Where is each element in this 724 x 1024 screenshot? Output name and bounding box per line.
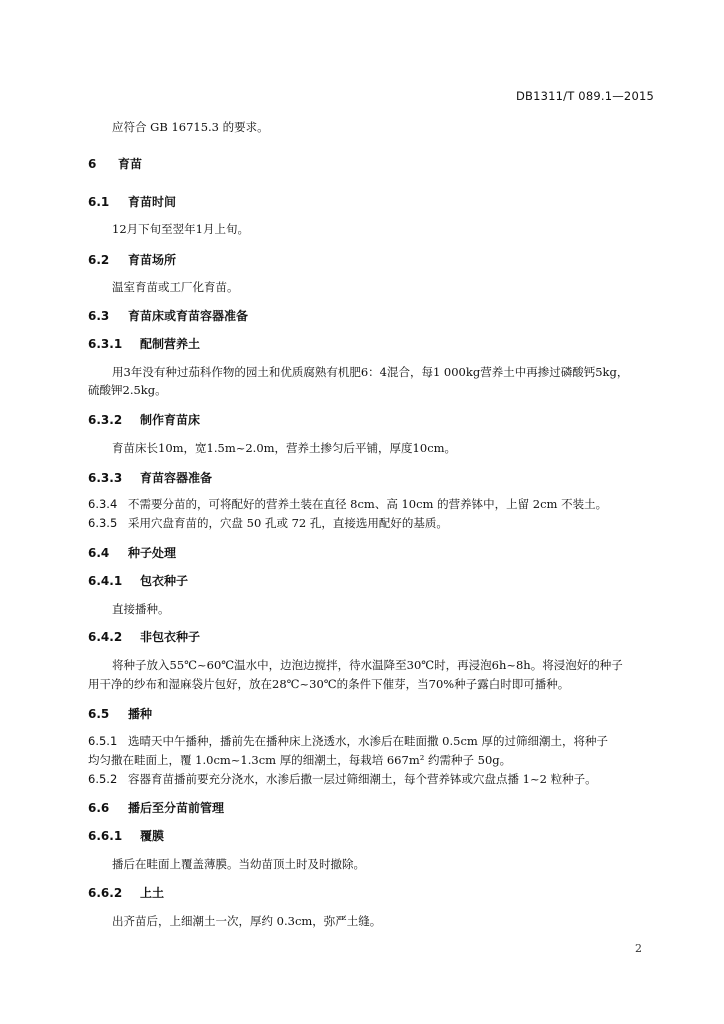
- clause-number: 6.1: [88, 195, 110, 209]
- heading-text: 育苗时间: [128, 195, 177, 209]
- section-heading: [88, 253, 176, 267]
- clause-text: 将种子放入55℃~60℃温水中，边泡边搅拌，待水温降至30℃时，再浸泡6h~8h。将浸泡好的种子: [112, 658, 623, 672]
- heading-text: 育苗床或育苗容器准备: [128, 309, 249, 323]
- section-heading: [88, 546, 176, 560]
- section-heading: [88, 801, 224, 815]
- section-heading: [88, 886, 164, 900]
- heading-text: 播种: [128, 707, 153, 721]
- section-heading: [88, 574, 188, 588]
- clause-number: 6.3.4: [88, 497, 118, 511]
- body-text-line: [112, 602, 170, 616]
- heading-text: 播后至分苗前管理: [128, 801, 225, 815]
- clause-number: 6.3.1: [88, 337, 123, 351]
- clause-number: 6.6.1: [88, 829, 123, 843]
- clause-number: 6.5: [88, 707, 110, 721]
- heading-text: 育苗场所: [128, 253, 177, 267]
- heading-text: 包衣种子: [140, 574, 189, 588]
- section-heading: [88, 630, 200, 644]
- clause-number: 6.4.2: [88, 630, 123, 644]
- clause-text: 育苗床长10m，宽1.5m~2.0m，营养土掺匀后平铺，厚度10cm。: [112, 441, 457, 455]
- body-text-line: [112, 222, 249, 236]
- clause-text: 选晴天中午播种，播前先在播种床上浇透水，水渗后在畦面撒 0.5cm 厚的过筛细潮土，将种子: [128, 734, 608, 748]
- clause-number: 6.4: [88, 546, 110, 560]
- section-heading: [88, 157, 142, 171]
- body-text-line: [112, 441, 456, 455]
- clause-number: 6.3: [88, 309, 110, 323]
- clause-number: 6: [88, 157, 97, 171]
- clause-text: 播后在畦面上覆盖薄膜。当幼苗顶土时及时撤除。: [112, 857, 365, 871]
- section-heading: [88, 413, 200, 427]
- clause-number: 6.5.1: [88, 734, 118, 748]
- heading-text: 配制营养土: [140, 337, 201, 351]
- body-text-line: [88, 677, 569, 691]
- numbered-clause: [88, 772, 597, 786]
- clause-text: 直接播种。: [112, 602, 170, 616]
- section-heading: [88, 707, 152, 721]
- clause-text: 采用穴盘育苗的，穴盘 50 孔或 72 孔，直接选用配好的基质。: [128, 516, 448, 530]
- section-heading: [88, 309, 248, 323]
- body-text-line: [112, 658, 623, 672]
- heading-text: 覆膜: [140, 829, 165, 843]
- clause-text: 用干净的纱布和湿麻袋片包好，放在28℃~30℃的条件下催芽，当70%种子露白时即可播种。: [88, 677, 570, 691]
- clause-text: 硫酸钾2.5kg。: [88, 383, 167, 397]
- body-text-line: [112, 120, 269, 134]
- clause-text: 温室育苗或工厂化育苗。: [112, 280, 239, 294]
- body-text-line: [88, 753, 511, 767]
- heading-text: 上土: [140, 886, 165, 900]
- clause-text: 用3年没有种过茄科作物的园土和优质腐熟有机肥6：4混合，每1 000kg营养土中再掺过磷酸钙5kg，: [112, 365, 629, 379]
- clause-number: 6.4.1: [88, 574, 123, 588]
- body-text-line: [88, 383, 167, 397]
- clause-number: 6.3.5: [88, 516, 118, 530]
- clause-text: 出齐苗后，上细潮土一次，厚约 0.3cm，弥严土缝。: [112, 914, 382, 928]
- heading-text: 育苗: [118, 157, 143, 171]
- section-heading: [88, 471, 212, 485]
- clause-text: 容器育苗播前要充分浇水，水渗后撒一层过筛细潮土，每个营养钵或穴盘点播 1~2 粒种子。: [128, 772, 597, 786]
- page-number: 2: [635, 942, 642, 955]
- clause-text: 应符合 GB 16715.3 的要求。: [112, 120, 269, 134]
- clause-number: 6.3.2: [88, 413, 123, 427]
- heading-text: 非包衣种子: [140, 630, 201, 644]
- body-text-line: [112, 280, 239, 294]
- clause-text: 12月下旬至翌年1月上旬。: [112, 222, 249, 236]
- heading-text: 种子处理: [128, 546, 177, 560]
- clause-number: 6.5.2: [88, 772, 118, 786]
- numbered-clause: [88, 734, 608, 748]
- body-text-line: [112, 365, 628, 379]
- document-code: DB1311/T 089.1—2015: [515, 89, 654, 103]
- clause-number: 6.6: [88, 801, 110, 815]
- body-text-line: [112, 914, 381, 928]
- clause-text: 不需要分苗的，可将配好的营养土装在直径 8cm、高 10cm 的营养钵中，上留 2cm 不装土。: [128, 497, 608, 511]
- body-text-line: [112, 857, 365, 871]
- clause-number: 6.3.3: [88, 471, 123, 485]
- section-heading: [88, 195, 176, 209]
- clause-text: 均匀撒在畦面上，覆 1.0cm~1.3cm 厚的细潮土，每栽培 667m² 约需种子 50g。: [88, 753, 512, 767]
- clause-number: 6.6.2: [88, 886, 123, 900]
- numbered-clause: [88, 516, 448, 530]
- clause-number: 6.2: [88, 253, 110, 267]
- heading-text: 制作育苗床: [140, 413, 201, 427]
- heading-text: 育苗容器准备: [140, 471, 213, 485]
- section-heading: [88, 337, 200, 351]
- section-heading: [88, 829, 164, 843]
- numbered-clause: [88, 497, 607, 511]
